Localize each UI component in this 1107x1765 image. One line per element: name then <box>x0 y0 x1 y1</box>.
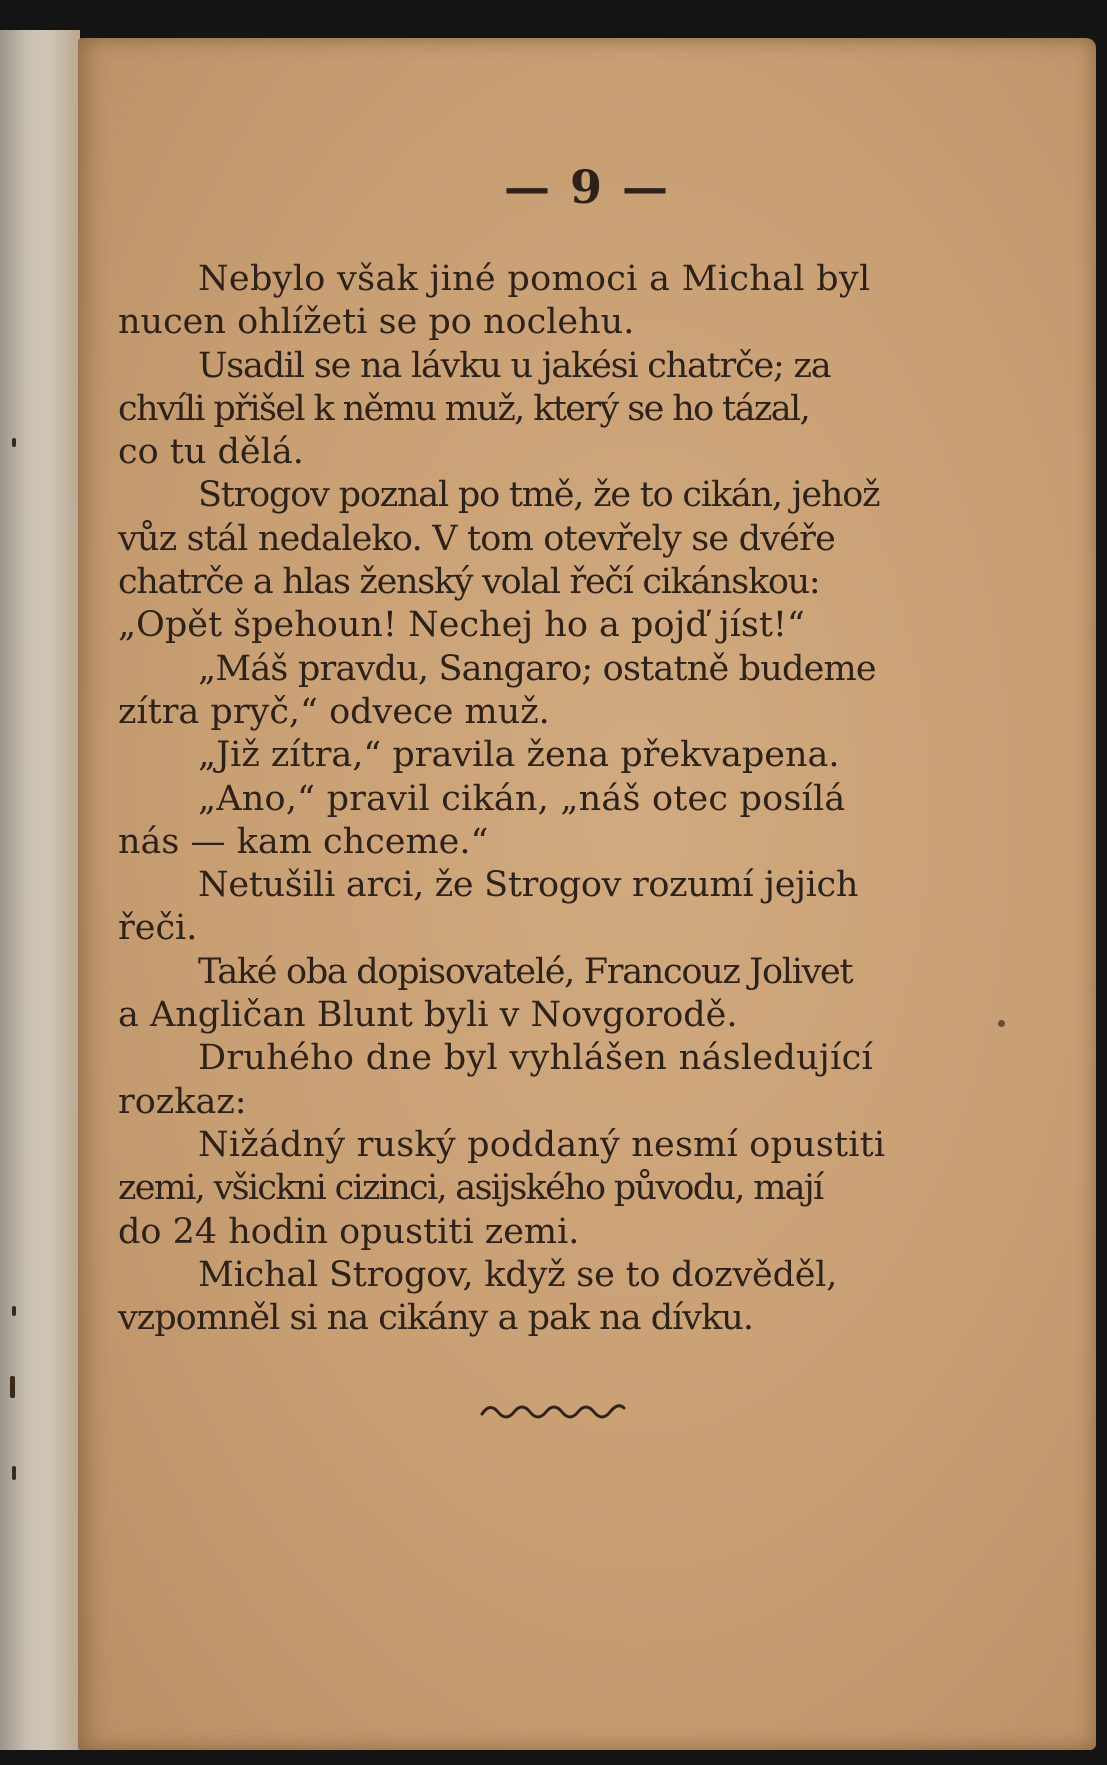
text-line: nucen ohlížeti se po noclehu. <box>118 302 635 343</box>
margin-speck <box>12 1466 16 1480</box>
text-line: Usadil se na lávku u jakési chatrče; za <box>198 345 831 386</box>
text-line: co tu dělá. <box>118 432 304 473</box>
text-line: Druhého dne byl vyhlášen následující <box>198 1038 873 1079</box>
page-number: — 9 — <box>503 160 671 214</box>
text-line: vůz stál nedaleko. V tom otevřely se dvéře <box>118 518 835 559</box>
text-line: řeči. <box>118 908 198 949</box>
text-line: „Opět špehoun! Nechej ho a pojď jíst!“ <box>118 605 805 646</box>
text-line: zemi, všickni cizinci, asijského původu, mají <box>118 1168 823 1209</box>
text-line: nás — kam chceme.“ <box>118 821 489 862</box>
text-line: Nebylo však jiné pomoci a Michal byl <box>198 259 871 299</box>
book-spine <box>0 30 80 1750</box>
text-line: rozkaz: <box>118 1081 247 1122</box>
text-line: Netušili arci, že Strogov rozumí jejich <box>198 865 859 906</box>
text-line: Také oba dopisovatelé, Francouz Jolivet <box>198 951 853 992</box>
text-line: zítra pryč,“ odvece muž. <box>118 691 550 732</box>
page-sheet <box>78 38 1096 1750</box>
text-line: chatrče a hlas ženský volal řečí cikánskou: <box>118 562 820 603</box>
text-line: „Máš pravdu, Sangaro; ostatně budeme <box>198 648 876 689</box>
text-line: vzpomněl si na cikány a pak na dívku. <box>118 1298 753 1339</box>
text-line: chvíli přišel k němu muž, který se ho tázal, <box>118 388 810 429</box>
margin-speck <box>998 1020 1005 1027</box>
body-text <box>118 258 1023 1340</box>
margin-speck <box>12 438 16 447</box>
text-line: Strogov poznal po tmě, že to cikán, jehož <box>198 475 880 516</box>
text-line: „Již zítra,“ pravila žena překvapena. <box>198 735 840 776</box>
text-line: a Angličan Blunt byli v Novgorodě. <box>118 995 738 1036</box>
text-line: Michal Strogov, když se to dozvěděl, <box>198 1254 838 1295</box>
text-line: Nižádný ruský poddaný nesmí opustiti <box>198 1124 886 1165</box>
wavy-ornament-icon <box>478 1398 628 1422</box>
text-line: „Ano,“ pravil cikán, „náš otec posílá <box>198 778 846 819</box>
margin-speck <box>10 1376 15 1398</box>
text-line: do 24 hodin opustiti zemi. <box>118 1211 580 1252</box>
margin-speck <box>12 1306 16 1316</box>
